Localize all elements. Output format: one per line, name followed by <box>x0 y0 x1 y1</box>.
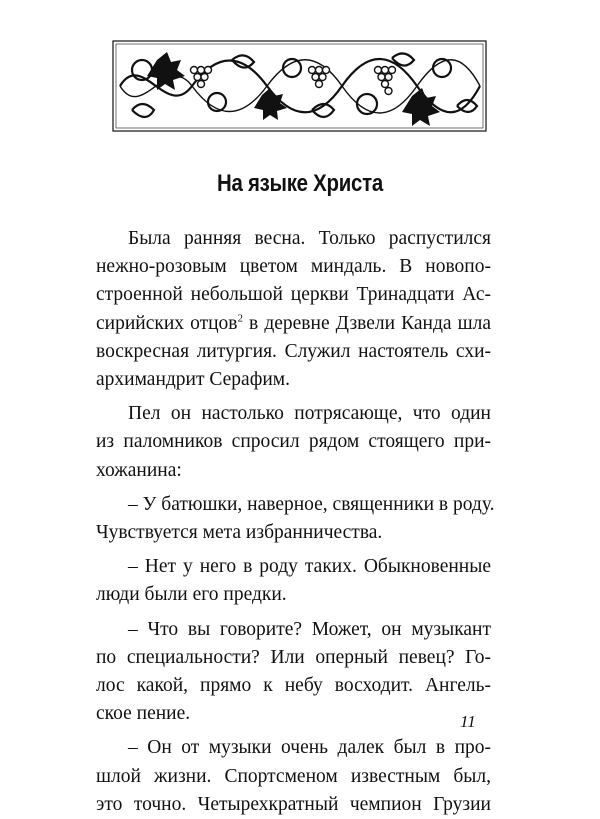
chapter-title: На языке Христа <box>217 170 383 197</box>
text-line: из паломников спросил рядом стоящего при- <box>96 431 491 453</box>
paragraph <box>96 225 491 394</box>
text-fragment: в деревне Дзвели Канда шла <box>243 312 491 334</box>
paragraph <box>96 553 491 609</box>
body-text <box>96 225 495 819</box>
paragraph <box>96 491 495 547</box>
footnote-marker: 2 <box>237 312 243 325</box>
page-number: 11 <box>460 712 476 731</box>
text-line: нежно-розовым цветом миндаль. В новопо- <box>96 256 491 278</box>
text-line: хожанина: <box>96 459 182 481</box>
text-line: Чувствуется мета избранничества. <box>96 522 383 544</box>
paragraph <box>96 616 491 729</box>
text-line: – У батюшки, наверное, священники в роду. <box>128 493 495 515</box>
text-line: архимандрит Серафим. <box>96 369 290 391</box>
text-line: Была ранняя весна. Только распустился <box>128 228 491 249</box>
text-line: лос какой, прямо к небу восходит. Ангель- <box>96 675 491 697</box>
text-line: это точно. Четырехкратный чемпион Грузии <box>96 793 491 815</box>
text-line: по специальности? Или оперный певец? Го- <box>96 646 491 668</box>
text-line: Пел он настолько потрясающе, что один <box>128 403 491 425</box>
text-line: строенной небольшой церкви Тринадцати Ас- <box>96 284 491 306</box>
grapevine-ornament <box>112 40 487 132</box>
text-line: люди были его предки. <box>96 584 287 606</box>
text-line: воскресная литургия. Служил настоятель схи- <box>96 340 491 362</box>
text-line: ское пение. <box>96 703 191 725</box>
text-fragment: сирийских отцов <box>96 312 238 334</box>
text-line-with-footnote <box>96 310 491 338</box>
text-line: – Нет у него в роду таких. Обыкновенные <box>128 556 491 578</box>
text-line: шлой жизни. Спортсменом известным был, <box>96 765 491 787</box>
paragraph <box>96 734 491 819</box>
paragraph <box>96 400 491 485</box>
text-line: – Что вы говорите? Может, он музыкант <box>128 618 491 640</box>
text-line: – Он от музыки очень далек был в про- <box>128 737 491 759</box>
